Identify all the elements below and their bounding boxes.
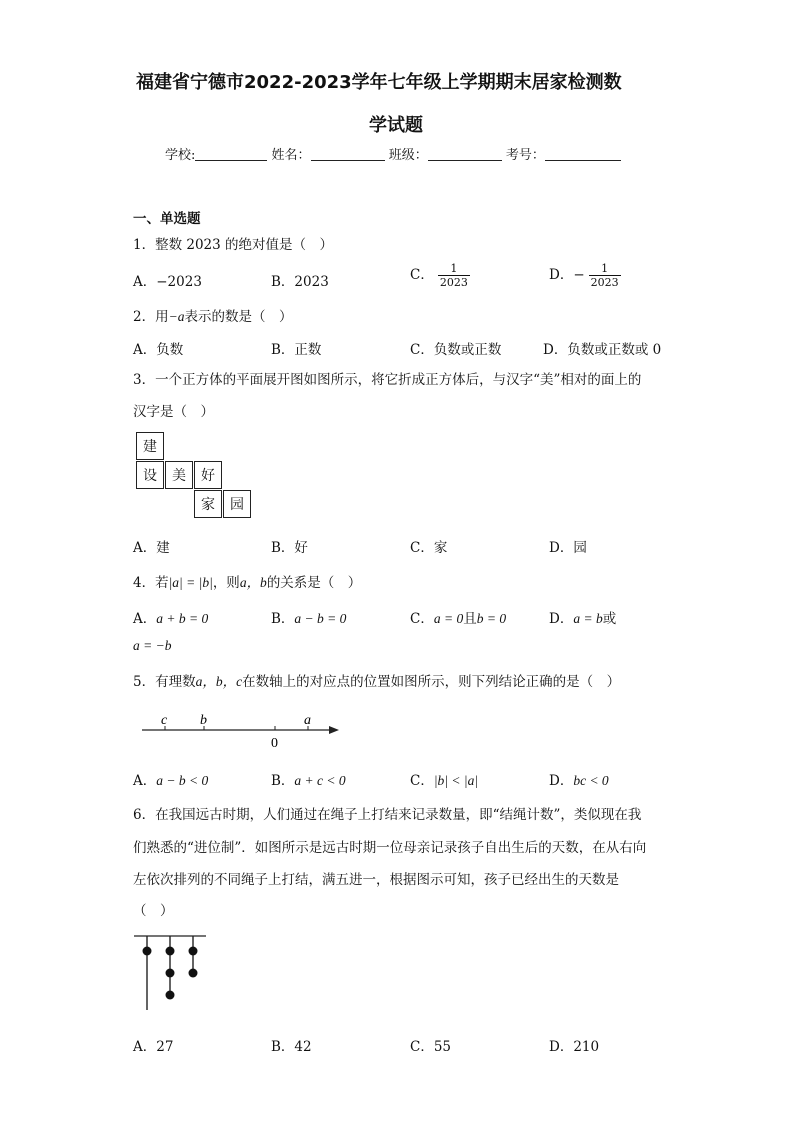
q3-stem-line2: 汉字是（ ） (133, 404, 214, 420)
page-title-line2: 学试题 (369, 115, 423, 136)
q6-option-c[interactable]: C．55 (410, 1039, 452, 1055)
q2-math: −a (168, 309, 185, 324)
q3-option-c[interactable]: C．家 (410, 540, 448, 556)
q6-stem-line4: （ ） (133, 903, 174, 919)
label-b: b (200, 713, 207, 728)
number-line-figure (136, 708, 346, 752)
q6-option-a[interactable]: A．27 (133, 1039, 174, 1055)
q3-stem-line1: 3．一个正方体的平面展开图如图所示，将它折成正方体后，与汉字“美”相对的面上的 (133, 372, 642, 388)
net-cell-jia: 家 (194, 490, 222, 518)
q2-stem: 2．用−a表示的数是（ ） (133, 309, 293, 325)
q1-option-d-label: D．− (549, 267, 585, 283)
name-label: 姓名： (271, 148, 311, 163)
q4-option-d-continuation: a = −b (133, 638, 172, 653)
knot-rope3-2 (189, 969, 198, 978)
q3-option-a[interactable]: A．建 (133, 540, 170, 556)
number-label: 考号： (505, 148, 545, 163)
label-c: c (161, 713, 168, 728)
q4-option-d[interactable]: D．a = b或 (549, 611, 617, 627)
knot-rope1-1 (143, 947, 152, 956)
q2-option-d[interactable]: D．负数或正数或 0 (543, 342, 662, 358)
knot-rope2-1 (166, 947, 175, 956)
net-cell-yuan: 园 (223, 490, 251, 518)
q2-option-c[interactable]: C．负数或正数 (410, 342, 502, 358)
q2-option-b[interactable]: B．正数 (271, 342, 322, 358)
net-cell-hao: 好 (194, 461, 222, 489)
class-label: 班级： (388, 148, 428, 163)
net-cell-jian: 建 (136, 432, 164, 460)
q4-option-c[interactable]: C．a = 0且b = 0 (410, 611, 507, 627)
page-title-line1: 福建省宁德市2022-2023学年七年级上学期期末居家检测数 (136, 72, 622, 93)
net-cell-she: 设 (136, 461, 164, 489)
q3-option-d[interactable]: D．园 (549, 540, 587, 556)
q3-option-b[interactable]: B．好 (271, 540, 308, 556)
number-field[interactable] (545, 146, 621, 161)
q5-option-a[interactable]: A．a − b < 0 (133, 773, 209, 789)
student-info-line (165, 144, 621, 163)
q4-stem: 4．若|a| = |b|，则a，b的关系是（ ） (133, 575, 362, 591)
q4-option-b[interactable]: B．a − b = 0 (271, 611, 347, 627)
q6-stem-line1: 6．在我国远古时期，人们通过在绳子上打结来记录数量，即“结绳计数”，类似现在我 (133, 807, 642, 823)
q1-stem: 1．整数 2023 的绝对值是（ ） (133, 237, 334, 253)
knot-rope2-2 (166, 969, 175, 978)
knot-rope3-1 (189, 947, 198, 956)
q1-option-c-label: C． (410, 267, 434, 283)
q6-option-b[interactable]: B．42 (271, 1039, 312, 1055)
class-field[interactable] (428, 146, 502, 161)
label-a: a (304, 713, 311, 728)
q6-option-d[interactable]: D．210 (549, 1039, 600, 1055)
q6-stem-line3: 左依次排列的不同绳子上打结，满五进一，根据图示可知，孩子已经出生的天数是 (133, 872, 619, 888)
net-cell-mei: 美 (165, 461, 193, 489)
q2-option-a[interactable]: A．负数 (133, 342, 184, 358)
school-field[interactable] (195, 146, 267, 161)
q5-option-d[interactable]: D．bc < 0 (549, 773, 609, 789)
q1-option-b[interactable]: B．2023 (271, 274, 329, 290)
section-heading: 一、单选题 (133, 211, 201, 227)
name-field[interactable] (311, 146, 385, 161)
q1-option-a[interactable]: A．−2023 (133, 274, 202, 290)
q4-math: |a| = |b| (168, 575, 213, 590)
q1-option-c-fraction: $\frac{1}{2023}$ (439, 262, 468, 289)
q1-option-c[interactable] (410, 262, 470, 289)
q1-option-d-fraction: $\frac{1}{2023}$ (590, 262, 619, 289)
q5-stem: 5．有理数a，b，c在数轴上的对应点的位置如图所示，则下列结论正确的是（ ） (133, 674, 621, 690)
school-label: 学校: (165, 148, 196, 163)
q4-option-a[interactable]: A．a + b = 0 (133, 611, 209, 627)
q5-option-c[interactable]: C．|b| < |a| (410, 773, 479, 789)
knot-rope-figure (132, 932, 212, 1016)
q1-option-d[interactable] (549, 262, 621, 289)
q5-option-b[interactable]: B．a + c < 0 (271, 773, 346, 789)
number-line-arrow-icon (329, 726, 339, 734)
knot-rope2-3 (166, 991, 175, 1000)
label-zero: 0 (271, 736, 278, 751)
q6-stem-line2: 们熟悉的“进位制”．如图所示是远古时期一位母亲记录孩子自出生后的天数，在从右向 (133, 840, 647, 856)
